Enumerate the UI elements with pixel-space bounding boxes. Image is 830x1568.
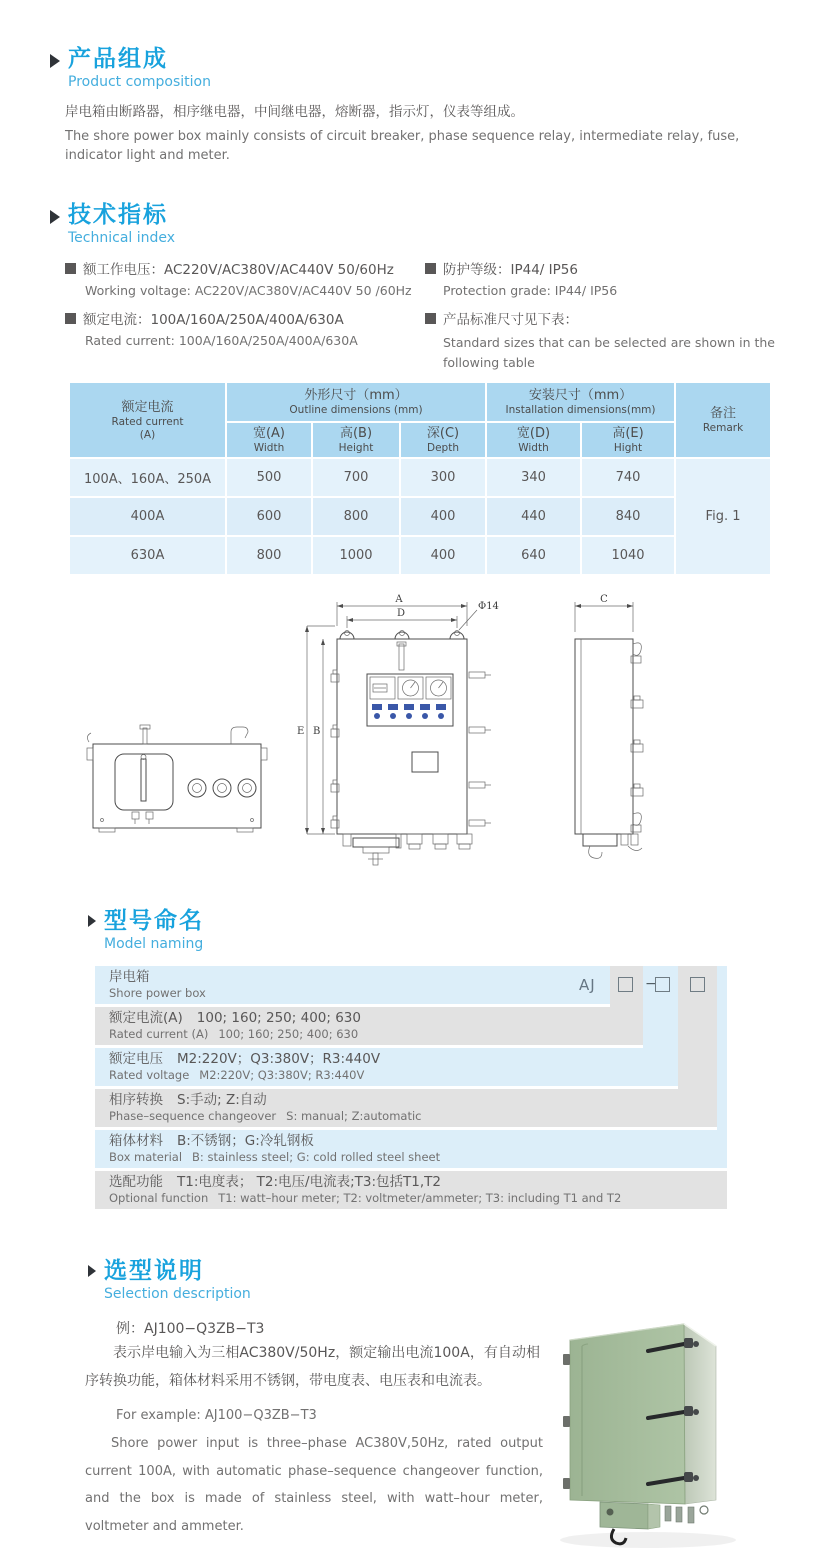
- model-code-box-3: [690, 977, 705, 992]
- section-title: 技术指标: [68, 202, 168, 228]
- cell-current: 400A: [69, 497, 226, 536]
- naming-row-box-material: 箱体材料 B:不锈钢；G:冷轧钢板 Box material B: stainless steel; G: cold rolled steel sheet: [95, 1130, 727, 1168]
- subcol-height-b: 高(B) Height: [312, 422, 400, 458]
- dim-label-e: E: [297, 726, 305, 737]
- cell-value: 640: [486, 536, 581, 575]
- cell-value: 1000: [312, 536, 400, 575]
- section-subtitle: Selection description: [104, 1286, 251, 1302]
- cell-value: 500: [226, 458, 312, 497]
- section-composition-titles: [68, 46, 211, 90]
- section-title: 选型说明: [104, 1258, 204, 1284]
- col-outline-dims: 外形尺寸（mm） Outline dimensions (mm): [226, 382, 486, 422]
- naming-row-optional-function: 选配功能 T1:电度表； T2:电压/电流表;T3:包括T1,T2 Optional function T1: watt–hour meter; T2: voltmeter/ammeter; T3: including T1 and T2: [95, 1171, 727, 1209]
- outline-drawing-svg: [85, 582, 705, 887]
- dim-label-a: A: [395, 594, 403, 605]
- section-title: 型号命名: [104, 908, 204, 934]
- selection-body-en: Shore power input is three–phase AC380V,50Hz, rated output current 100A, with automatic phase–sequence changeover function, and the box is made of stainless steel, with watt–hour meter, voltmeter and ammeter.: [85, 1436, 543, 1534]
- cable-glands: [665, 1506, 708, 1523]
- front-view: [297, 594, 499, 865]
- section-title: 产品组成: [68, 46, 168, 72]
- technical-drawing: [85, 582, 705, 891]
- spec-rated-current-en: Rated current: 100A/160A/250A/400A/630A: [85, 333, 358, 348]
- spec-standard-size-en: Standard sizes that can be selected are shown in the following table: [443, 335, 775, 370]
- dim-label-c: C: [600, 594, 608, 605]
- cell-value: 700: [312, 458, 400, 497]
- col-install-dims: 安装尺寸（mm） Installation dimensions(mm): [486, 382, 675, 422]
- section-subtitle: Model naming: [104, 936, 204, 952]
- col-remark: 备注 Remark: [675, 382, 771, 458]
- spec-bullet-icon: [65, 263, 76, 274]
- section-subtitle: Product composition: [68, 74, 211, 90]
- spec-rated-current-cn: 额定电流：100A/160A/250A/400A/630A: [65, 308, 344, 328]
- cell-value: 740: [581, 458, 675, 497]
- model-code-prefix: AJ: [579, 976, 596, 994]
- naming-row-rated-voltage: 额定电压 M2:220V；Q3:380V；R3:440V Rated voltage M2:220V; Q3:380V; R3:440V: [95, 1048, 678, 1086]
- spec-bullet-icon: [65, 313, 76, 324]
- cell-value: 600: [226, 497, 312, 536]
- subcol-hight-e: 高(E) Hight: [581, 422, 675, 458]
- section-selection-header: [88, 1258, 251, 1302]
- spec-protection-en: Protection grade: IP44/ IP56: [443, 283, 618, 298]
- dim-label-hole: Φ14: [478, 601, 499, 612]
- section-model-naming-header: [88, 908, 204, 952]
- selection-body-cn: 表示岸电输入为三相AC380V/50Hz，额定输出电流100A，有自动相序转换功能，箱体材料采用不锈钢，带电度表、电压表和电流表。: [85, 1345, 540, 1389]
- section-subtitle: Technical index: [68, 230, 176, 246]
- bottom-view: [87, 725, 267, 832]
- dimensions-table-wrap: [68, 381, 772, 576]
- cell-current: 630A: [69, 536, 226, 575]
- composition-body-en: The shore power box mainly consists of circuit breaker, phase sequence relay, intermediate relay, fuse, indicator light and meter.: [65, 129, 740, 163]
- section-technical-titles: [68, 202, 175, 246]
- cell-value: 440: [486, 497, 581, 536]
- cell-value: 340: [486, 458, 581, 497]
- dim-label-b: B: [313, 726, 321, 737]
- cell-value: 400: [400, 536, 486, 575]
- subcol-width-a: 宽(A) Width: [226, 422, 312, 458]
- cell-current: 100A、160A、250A: [69, 458, 226, 497]
- section-selection-titles: [104, 1258, 251, 1302]
- side-view: [575, 594, 643, 858]
- spec-bullet-icon: [425, 263, 436, 274]
- model-code-box-1: [618, 977, 633, 992]
- section-marker-icon: [50, 54, 60, 68]
- spec-bullet-icon: [425, 313, 436, 324]
- model-code-box-2: [655, 977, 670, 992]
- meter-panel: [367, 674, 453, 726]
- naming-row-shore-power-box: 岸电箱 Shore power box: [95, 966, 610, 1004]
- model-naming-diagram: [95, 966, 745, 1213]
- section-composition-header: [50, 46, 211, 90]
- hinges: [331, 670, 339, 828]
- section-marker-icon: [88, 915, 96, 927]
- naming-row-phase-sequence: 相序转换 S:手动; Z:自动 Phase–sequence changeover S: manual; Z:automatic: [95, 1089, 717, 1127]
- table-row: [69, 458, 771, 497]
- product-photo: [548, 1288, 798, 1568]
- section-marker-icon: [50, 210, 60, 224]
- table-row: [69, 536, 771, 575]
- dimensions-table: [68, 381, 772, 576]
- section-model-naming-titles: [104, 908, 204, 952]
- subcol-width-d: 宽(D) Width: [486, 422, 581, 458]
- hinge-hardware: [563, 1354, 570, 1489]
- latches: [469, 672, 491, 826]
- cabinet-illustration: [548, 1288, 798, 1564]
- cell-value: 840: [581, 497, 675, 536]
- selection-example-en: For example: AJ100−Q3ZB−T3: [116, 1408, 317, 1423]
- cell-value: 1040: [581, 536, 675, 575]
- cell-value: 800: [312, 497, 400, 536]
- spec-standard-size-cn: 产品标准尺寸见下表：: [425, 308, 578, 328]
- section-technical-header: [50, 202, 175, 246]
- subcol-depth-c: 深(C) Depth: [400, 422, 486, 458]
- riser-material: [717, 966, 727, 1130]
- cell-remark: Fig. 1: [675, 458, 771, 575]
- cell-value: 800: [226, 536, 312, 575]
- composition-body-cn: 岸电箱由断路器，相序继电器，中间继电器，熔断器，指示灯，仪表等组成。: [65, 104, 524, 120]
- selection-example-cn: 例：AJ100−Q3ZB−T3: [116, 1321, 265, 1337]
- naming-row-rated-current: 额定电流(A) 100; 160; 250; 400; 630 Rated current (A) 100; 160; 250; 400; 630: [95, 1007, 643, 1045]
- model-code-dash: −: [645, 976, 657, 992]
- section-marker-icon: [88, 1265, 96, 1277]
- cell-value: 300: [400, 458, 486, 497]
- spec-protection-cn: 防护等级：IP44/ IP56: [425, 258, 578, 278]
- table-row: [69, 497, 771, 536]
- cell-value: 400: [400, 497, 486, 536]
- dim-label-d: D: [396, 608, 406, 619]
- spec-working-voltage-en: Working voltage: AC220V/AC380V/AC440V 50 /60Hz: [85, 283, 412, 298]
- spec-working-voltage-cn: 额工作电压：AC220V/AC380V/AC440V 50/60Hz: [65, 258, 394, 278]
- col-rated-current: 额定电流 Rated current (A): [69, 382, 226, 458]
